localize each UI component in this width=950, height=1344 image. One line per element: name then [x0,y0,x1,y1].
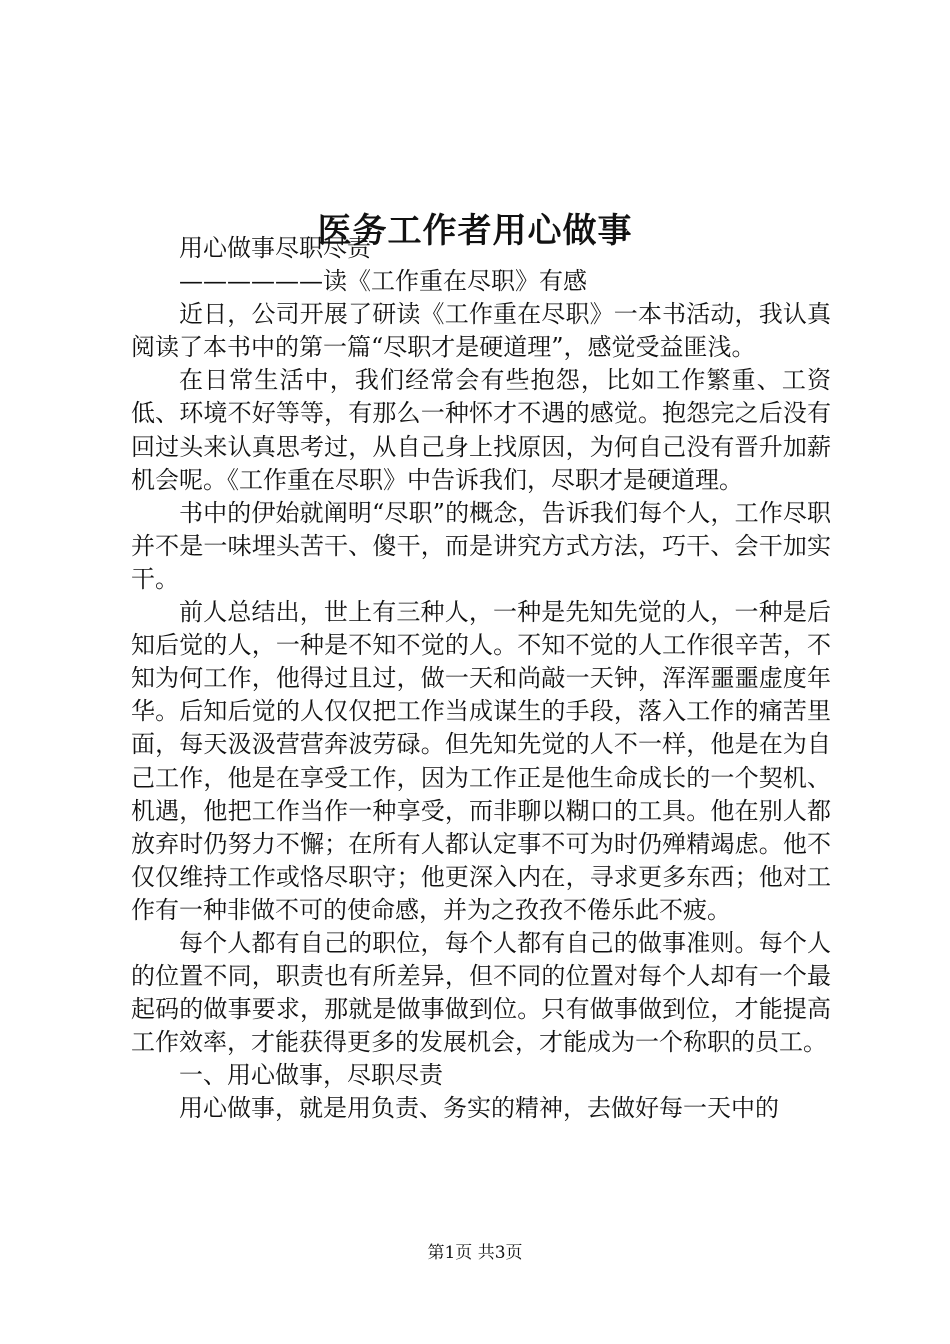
body-paragraph: 在日常生活中，我们经常会有些抱怨，比如工作繁重、工资低、环境不好等等，有那么一种怀才不遇的感觉。抱怨完之后没有回过头来认真思考过，从自己身上找原因，为何自己没有晋升加薪机会呢。《工作重在尽职》中告诉我们，尽职才是硬道理。 [131,366,831,494]
subtitle-source-line: ——————读《工作重在尽职》有感 [179,267,587,296]
body-paragraph: 近日，公司开展了研读《工作重在尽职》一本书活动，我认真阅读了本书中的第一篇“尽职才是硬道理”，感觉受益匪浅。 [131,300,831,362]
body-paragraph: 用心做事，就是用负责、务实的精神，去做好每一天中的 [179,1094,779,1123]
document-body [131,232,831,1126]
page-footer: 第1页 共3页 [427,1243,523,1263]
section-heading: 一、用心做事，尽职尽责 [179,1061,443,1090]
body-paragraph: 前人总结出，世上有三种人，一种是先知先觉的人，一种是后知后觉的人，一种是不知不觉的人。不知不觉的人工作很辛苦，不知为何工作，他得过且过，做一天和尚敲一天钟，浑浑噩噩虚度年华。后知后觉的人仅仅把工作当成谋生的手段，落入工作的痛苦里面，每天汲汲营营奔波劳碌。但先知先觉的人不一样，他是在为自己工作，他是在享受工作，因为工作正是他生命成长的一个契机、机遇，他把工作当作一种享受，而非聊以糊口的工具。他在别人都放弃时仍努力不懈；在所有人都认定事不可为时仍殚精竭虑。他不仅仅维持工作或恪尽职守；他更深入内在，寻求更多东西；他对工作有一种非做不可的使命感，并为之孜孜不倦乐此不疲。 [131,598,831,924]
document-title: 医务工作者用心做事 [317,210,633,251]
body-paragraph: 每个人都有自己的职位，每个人都有自己的做事准则。每个人的位置不同，职责也有所差异，但不同的位置对每个人却有一个最起码的做事要求，那就是做事做到位。只有做事做到位，才能提高工作效率，才能获得更多的发展机会，才能成为一个称职的员工。 [131,928,831,1057]
subtitle-line: 用心做事尽职尽责 [179,234,371,262]
body-paragraph: 书中的伊始就阐明“尽职”的概念，告诉我们每个人，工作尽职并不是一味埋头苦干、傻干，而是讲究方式方法，巧干、会干加实干。 [131,498,831,593]
